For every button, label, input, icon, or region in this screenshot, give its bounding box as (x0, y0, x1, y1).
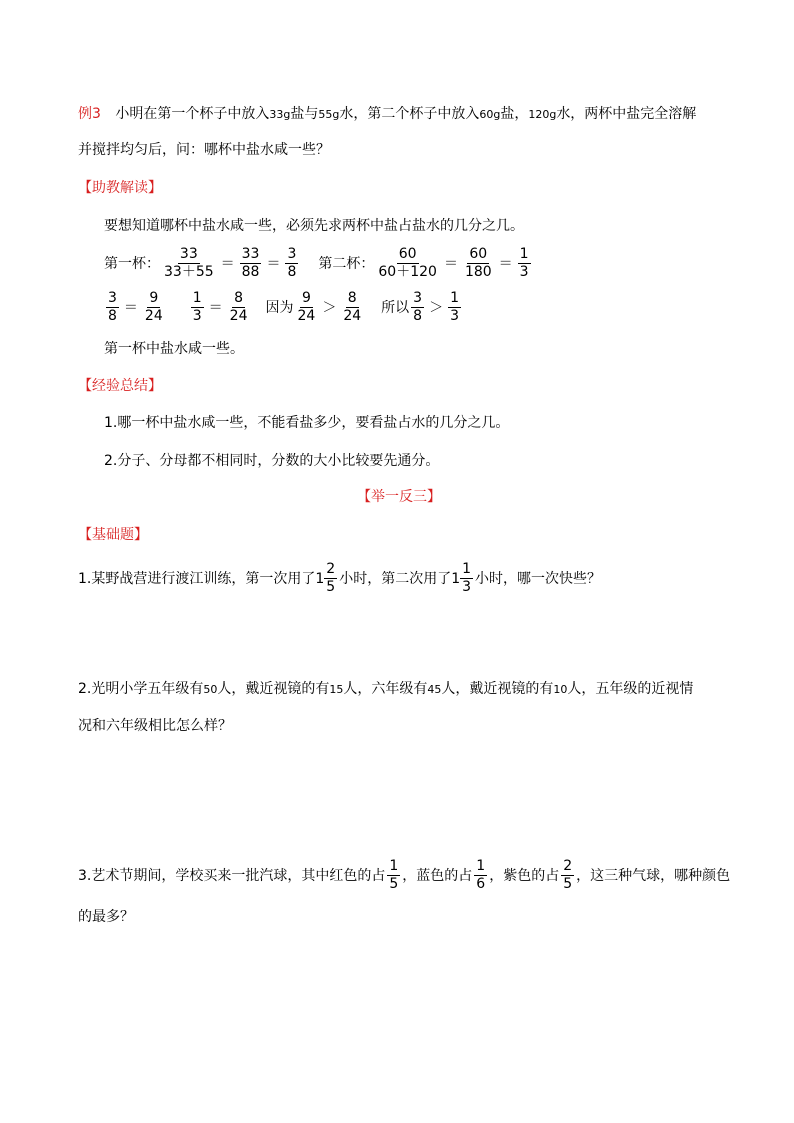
fraction: 9 24 (144, 290, 163, 324)
question-text: 人，戴近视镜的有 (217, 681, 330, 697)
fraction: 1 3 (192, 290, 202, 324)
example-value: 120g (528, 108, 557, 121)
fraction: 3 8 (413, 290, 423, 324)
question-text: 1.某野战营进行渡江训练，第一次用了 (78, 570, 316, 587)
question-2-line-2: 况和六年级相比怎么样？ (78, 718, 232, 734)
example-value: 60g (479, 108, 501, 121)
fraction: 60 60＋120 (378, 246, 437, 280)
mixed-number: 1 1 3 (451, 561, 472, 595)
so-word: 所以 (381, 299, 410, 316)
fraction: 33 33＋55 (164, 246, 214, 280)
example-text: 水，两杯中盐完全溶解 (556, 106, 697, 122)
basic-heading: 【基础题】 (78, 527, 148, 543)
equals-sign: ＝ (443, 255, 458, 272)
example-line-1 (78, 104, 696, 125)
assist-intro: 要想知道哪杯中盐水咸一些，必须先求两杯中盐占盐水的几分之几。 (104, 218, 524, 234)
question-text: 小时，第二次用了 (339, 570, 452, 587)
example-text: 水，第二个杯子中放入 (339, 106, 480, 122)
example-value: 55g (318, 108, 340, 121)
cup-calculation (104, 246, 533, 281)
assist-heading: 【助教解读】 (78, 180, 162, 196)
question-1 (78, 561, 601, 596)
assist-conclusion: 第一杯中盐水咸一些。 (104, 341, 244, 357)
equals-sign: ＝ (498, 255, 513, 272)
question-value: 10 (553, 683, 568, 696)
because-word: 因为 (265, 299, 294, 316)
comparison-line (104, 290, 463, 325)
fraction: 8 24 (343, 290, 362, 324)
fraction: 1 5 (389, 858, 399, 892)
question-text: ，这三种气球，哪种颜色 (576, 867, 731, 884)
question-text: ，紫色的占 (489, 867, 560, 884)
question-value: 50 (203, 683, 218, 696)
cup2-label: 第二杯： (318, 255, 375, 272)
fraction: 1 3 (519, 246, 529, 280)
question-text: 人，六年级有 (343, 681, 428, 697)
equals-sign: ＝ (123, 299, 138, 316)
question-3-line-1 (78, 858, 730, 893)
question-value: 15 (329, 683, 344, 696)
greater-than-sign: ＞ (429, 299, 444, 316)
question-text: 人，五年级的近视情 (567, 681, 694, 697)
question-text: 3.艺术节期间，学校买来一批汽球，其中红色的占 (78, 867, 386, 884)
summary-item-2: 2.分子、分母都不相同时，分数的大小比较要先通分。 (104, 453, 440, 469)
fraction: 1 6 (476, 858, 486, 892)
question-text: 2.光明小学五年级有 (78, 681, 204, 697)
example-value: 33g (269, 108, 291, 121)
example-line-2: 并搅拌均匀后，问：哪杯中盐水咸一些？ (78, 142, 330, 158)
example-text: 小明在第一个杯子中放入 (115, 106, 270, 122)
example-text: 盐与 (290, 106, 319, 122)
question-value: 45 (427, 683, 442, 696)
question-text: 小时，哪一次快些？ (475, 570, 602, 587)
fraction: 3 8 (108, 290, 117, 324)
question-text: ，蓝色的占 (402, 867, 473, 884)
equals-sign: ＝ (220, 255, 235, 272)
fraction: 60 180 (464, 246, 492, 280)
equals-sign: ＝ (208, 299, 223, 316)
summary-heading: 【经验总结】 (78, 378, 162, 394)
example-label: 例3 (78, 106, 101, 122)
fraction: 2 5 (563, 858, 573, 892)
example-text: 盐， (500, 106, 529, 122)
fraction: 3 8 (287, 246, 297, 280)
cup1-label: 第一杯： (104, 255, 160, 272)
mixed-number: 1 2 5 (315, 561, 336, 595)
summary-item-1: 1.哪一杯中盐水咸一些，不能看盐多少，要看盐占水的几分之几。 (104, 415, 510, 431)
equals-sign: ＝ (266, 255, 281, 272)
question-text: 人，戴近视镜的有 (441, 681, 554, 697)
fraction: 9 24 (297, 290, 316, 324)
greater-than-sign: ＞ (322, 299, 337, 316)
question-3-line-2: 的最多？ (78, 909, 134, 925)
fraction: 8 24 (229, 290, 248, 324)
question-2-line-1 (78, 679, 693, 700)
fraction: 33 88 (241, 246, 260, 280)
fraction: 1 3 (450, 290, 459, 324)
practice-heading: 【举一反三】 (357, 489, 441, 505)
